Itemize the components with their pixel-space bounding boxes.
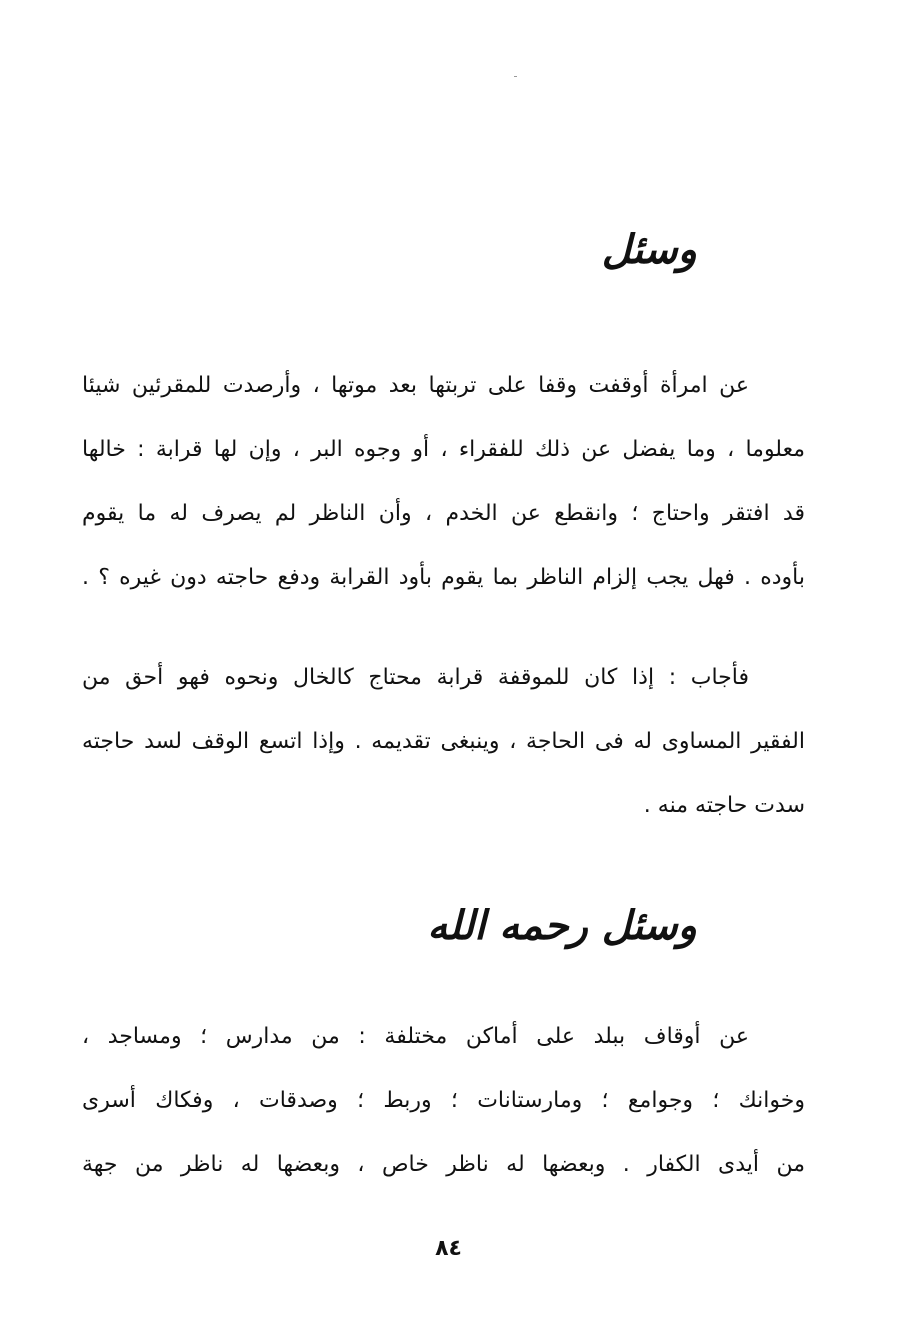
section-heading-second: وسئل رحمه الله	[427, 903, 697, 949]
text-line: الفقير المساوى له فى الحاجة ، وينبغى تقديمه . وإذا اتسع الوقف لسد حاجته	[82, 729, 805, 754]
text-line: من أيدى الكفار . وبعضها له ناظر خاص ، وبعضها له ناظر من جهة	[82, 1152, 805, 1177]
text-line: قد افتقر واحتاج ؛ وانقطع عن الخدم ، وأن الناظر لم يصرف له ما يقوم	[82, 501, 805, 526]
page-number: ٨٤	[435, 1236, 462, 1261]
text-line: بأوده . فهل يجب إلزام الناظر بما يقوم بأود القرابة ودفع حاجته دون غيره ؟ .	[82, 565, 805, 590]
text-line: فأجاب : إذا كان للموقفة قرابة محتاج كالخال ونحوه فهو أحق من	[82, 665, 749, 690]
text-line: معلوما ، وما يفضل عن ذلك للفقراء ، أو وجوه البر ، وإن لها قرابة : خالها	[82, 437, 805, 462]
answer-paragraph-1	[82, 646, 805, 838]
section-heading-first: وسئل	[601, 227, 697, 273]
text-line: عن امرأة أوقفت وقفا على تربتها بعد موتها ، وأرصدت للمقرئين شيئا	[82, 373, 749, 398]
text-line: عن أوقاف ببلد على أماكن مختلفة : من مدارس ؛ ومساجد ،	[82, 1024, 749, 1049]
question-paragraph-1	[82, 354, 805, 610]
text-line: سدت حاجته منه .	[643, 793, 805, 818]
question-paragraph-2	[82, 1005, 805, 1197]
text-line: وخوانك ؛ وجوامع ؛ ومارستانات ؛ وربط ؛ وصدقات ، وفكاك أسرى	[82, 1088, 805, 1113]
scan-speck	[514, 76, 517, 77]
